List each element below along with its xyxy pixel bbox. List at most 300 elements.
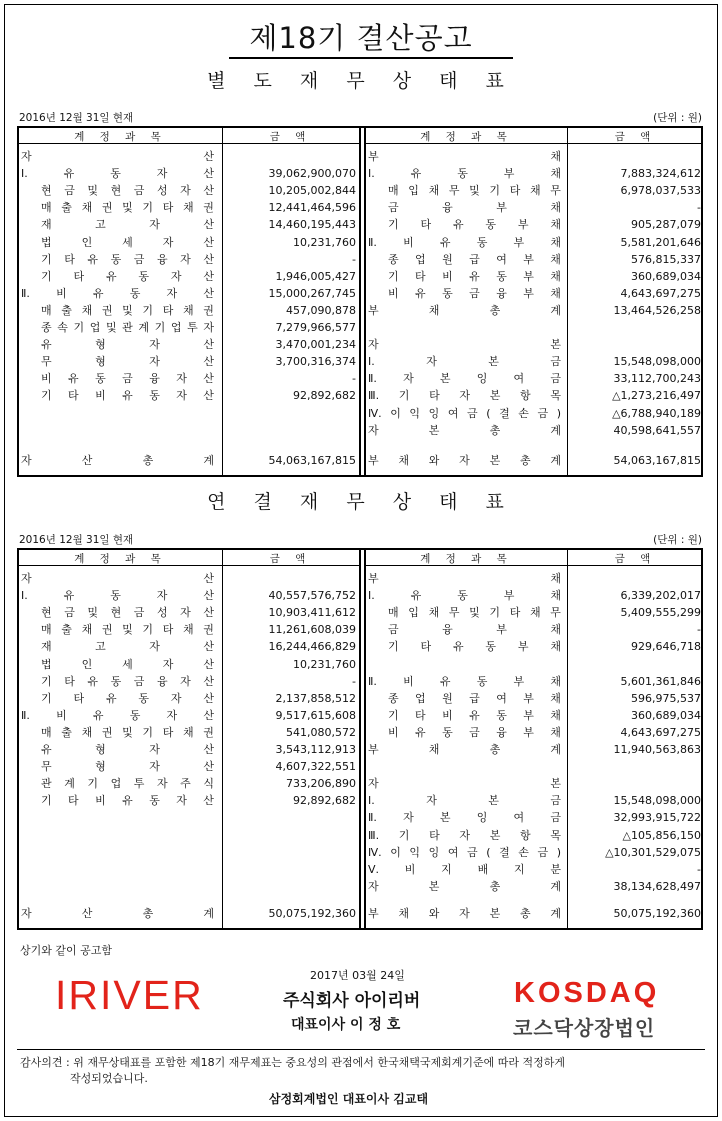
- account-label-part: 매: [388, 606, 399, 620]
- account-label-part: 자: [459, 454, 470, 467]
- account-label-part: 자: [170, 269, 182, 283]
- account-label: [41, 724, 214, 741]
- account-label-part: 산: [81, 454, 93, 467]
- account-label-part: 산: [203, 657, 214, 671]
- account-label-part: 동: [457, 589, 468, 603]
- account-label: [388, 285, 561, 302]
- account-label-part: 동: [442, 286, 453, 300]
- account-label-part: 재: [41, 640, 52, 654]
- account-label-part: 금: [469, 286, 480, 300]
- account-label-part: Ⅱ.: [368, 674, 377, 688]
- account-label-part: 자: [149, 760, 160, 774]
- account-label-part: 비: [388, 725, 399, 739]
- table-row: [366, 165, 701, 182]
- account-label-part: 채: [428, 303, 440, 317]
- account-label-part: 계: [550, 743, 561, 756]
- account-label-part: 출: [61, 725, 72, 739]
- account-label-part: 계: [550, 303, 561, 317]
- account-label-part: 목: [550, 828, 561, 842]
- account-label-part: 기: [87, 777, 99, 791]
- account-label-part: 동: [138, 691, 150, 705]
- account-label: [368, 878, 561, 895]
- table-row: [19, 370, 359, 387]
- account-label: [41, 353, 214, 370]
- amount-value: 5,581,201,646: [620, 235, 701, 249]
- account-label-part: 기: [142, 623, 154, 637]
- account-label-part: 자: [21, 150, 32, 163]
- account-label-part: 현: [41, 606, 52, 620]
- account-label-part: Ⅰ.: [368, 355, 375, 369]
- account-label-part: 매: [41, 303, 52, 317]
- account-label-part: 자: [156, 777, 168, 791]
- account-label-part: 잉: [428, 406, 440, 420]
- table-row: [366, 302, 701, 319]
- account-label-part: 타: [415, 269, 426, 283]
- account-label-part: Ⅰ.: [21, 589, 28, 603]
- kosdaq-listed-label: 코스닥상장법인: [513, 1016, 656, 1040]
- table-row: [19, 319, 359, 336]
- account-label: [41, 792, 214, 809]
- table-row: [366, 353, 701, 370]
- account-label-part: 비: [404, 862, 416, 876]
- amount-value: 9,517,615,608: [275, 708, 356, 722]
- account-label-part: 무: [448, 606, 460, 620]
- account-label-part: 총: [489, 423, 501, 437]
- account-label-part: 비: [56, 286, 67, 300]
- account-column-header: 계 정 과 목: [420, 553, 513, 565]
- account-label-part: (: [486, 845, 491, 859]
- table-row: [366, 216, 701, 233]
- table-row: [19, 353, 359, 370]
- account-label-part: 본: [428, 879, 440, 893]
- amount-value: 6,339,202,017: [620, 589, 701, 603]
- account-label-part: 기: [489, 606, 501, 620]
- account-label-part: 본: [488, 355, 499, 369]
- account-label: [368, 741, 561, 758]
- account-label-part: 자: [459, 828, 471, 842]
- account-label-part: 타: [509, 606, 521, 620]
- account-label-part: 산: [203, 760, 214, 774]
- account-label: [368, 809, 561, 826]
- account-label-part: 비: [403, 674, 414, 688]
- account-label-part: 채: [529, 606, 541, 620]
- account-label-part: 채: [81, 725, 93, 739]
- account-label-part: Ⅴ.: [368, 862, 380, 876]
- account-label-part: 산: [203, 372, 214, 386]
- amount-value: 10,231,760: [293, 657, 356, 671]
- account-label-part: 기: [41, 389, 52, 403]
- table-row: [19, 604, 359, 621]
- account-label-part: 타: [73, 691, 85, 705]
- account-label-part: 권: [203, 303, 214, 317]
- page-title: 제18기 결산공고: [249, 21, 473, 55]
- account-label: [21, 148, 214, 165]
- account-label: [368, 792, 561, 809]
- total-row: [19, 905, 359, 922]
- account-label-part: 성: [156, 606, 168, 620]
- table-row: [366, 792, 701, 809]
- account-label-part: 및: [469, 606, 480, 620]
- account-label: [368, 353, 561, 370]
- account-label-part: 채: [182, 303, 194, 317]
- table-row: [19, 570, 359, 587]
- amount-value: 3,470,001,234: [275, 338, 356, 352]
- account-label: [41, 182, 214, 199]
- account-label-part: 동: [110, 589, 121, 603]
- account-label-part: 채: [550, 640, 561, 654]
- account-label-part: 무: [448, 184, 460, 198]
- table-row: [19, 234, 359, 251]
- account-label-part: 산: [203, 269, 214, 283]
- account-label: [388, 251, 561, 268]
- account-label-part: 잉: [428, 845, 440, 859]
- account-label-part: 타: [68, 389, 79, 403]
- account-label-part: 채: [550, 201, 561, 215]
- account-label-part: 금: [133, 184, 145, 198]
- account-label-part: 종: [388, 252, 399, 266]
- account-label-part: 유: [87, 674, 99, 688]
- account-label-part: 자: [149, 218, 160, 232]
- company-name: 주식회사 아이리버: [283, 991, 421, 1011]
- account-label-part: 부: [368, 907, 379, 920]
- account-label-part: 자: [162, 235, 174, 249]
- account-label-part: 출: [61, 201, 72, 215]
- account-label: [368, 336, 561, 353]
- account-column-header: 계 정 과 목: [420, 131, 513, 143]
- account-label-part: 부: [368, 572, 379, 585]
- account-label-part: 자: [156, 167, 168, 181]
- account-label-part: 유: [105, 269, 117, 283]
- account-label: [21, 452, 214, 469]
- account-label-part: 금: [122, 372, 133, 386]
- account-label-part: 채: [398, 454, 410, 467]
- table-row: [19, 775, 359, 792]
- account-label-part: 자: [180, 674, 191, 688]
- kosdaq-logo: KOSDAQ: [514, 977, 660, 1009]
- account-label-part: 부: [496, 201, 507, 215]
- account-label-part: 현: [110, 606, 122, 620]
- account-label: [388, 690, 561, 707]
- notice-text: 상기와 같이 공고함: [20, 944, 113, 957]
- table-row: [366, 422, 701, 439]
- amount-value: 360,689,034: [631, 708, 701, 722]
- account-label-part: 비: [56, 708, 67, 722]
- account-label-part: 금: [133, 674, 145, 688]
- account-label: [41, 638, 214, 655]
- account-label-part: 채: [550, 286, 561, 300]
- account-label-part: 유: [415, 725, 426, 739]
- account-label: [368, 827, 561, 844]
- account-label-part: 형: [95, 338, 106, 352]
- account-label-part: 와: [428, 454, 440, 467]
- account-label-part: 손: [518, 845, 529, 859]
- account-label-part: 주: [180, 777, 191, 791]
- account-label-part: 관: [122, 321, 133, 334]
- table-row: [366, 570, 701, 587]
- account-label-part: 동: [110, 252, 122, 266]
- table-row: [19, 285, 359, 302]
- account-label: [41, 741, 214, 758]
- account-label: [41, 690, 214, 707]
- account-label-part: 기: [142, 303, 154, 317]
- amount-value: 360,689,034: [631, 269, 701, 283]
- account-label-part: Ⅲ.: [368, 389, 380, 403]
- assets-panel: [19, 550, 361, 928]
- account-label-part: 채: [550, 589, 561, 603]
- account-label-part: 유: [410, 589, 422, 603]
- account-label-part: 채: [428, 606, 440, 620]
- account-label-part: 기: [388, 218, 399, 232]
- account-label: [388, 268, 561, 285]
- account-label: [41, 775, 214, 792]
- amount-value: 4,643,697,275: [620, 725, 701, 739]
- account-label: [21, 905, 214, 922]
- as-of-date: 2016년 12월 31일 현재: [19, 534, 134, 546]
- amount-value: △6,788,940,189: [612, 406, 701, 420]
- amount-value: 54,063,167,815: [268, 454, 356, 467]
- table-row: [366, 638, 701, 655]
- account-label-part: 유: [63, 589, 75, 603]
- account-label-part: Ⅰ.: [21, 167, 28, 181]
- table-row: [19, 656, 359, 673]
- account-label-part: 동: [149, 389, 160, 403]
- account-label-part: 타: [429, 828, 440, 842]
- account-label-part: 형: [95, 760, 106, 774]
- account-label-part: 채: [529, 184, 541, 198]
- amount-value: 10,231,760: [293, 235, 356, 249]
- account-label-part: 와: [428, 907, 440, 920]
- account-label-part: 기: [388, 640, 399, 654]
- account-label-part: 세: [122, 657, 133, 671]
- liabilities-equity-panel: [364, 128, 701, 475]
- amount-value: 54,063,167,815: [613, 454, 701, 467]
- account-label-part: 잉: [476, 811, 488, 825]
- account-label-part: 금: [133, 252, 145, 266]
- account-label-part: 동: [496, 269, 507, 283]
- account-label: [21, 285, 214, 302]
- account-label: [41, 621, 214, 638]
- account-label-part: 식: [203, 777, 214, 791]
- account-label-part: 부: [368, 743, 379, 756]
- account-label-part: 업: [170, 321, 182, 334]
- account-label-part: 기: [73, 321, 85, 334]
- announcement-date: 2017년 03월 24일: [310, 969, 405, 982]
- account-label-part: 총: [489, 303, 501, 317]
- account-label-part: 기: [142, 201, 154, 215]
- account-label-part: 본: [489, 907, 501, 920]
- account-label-part: 배: [477, 862, 489, 876]
- account-label: [368, 570, 561, 587]
- audit-opinion: [20, 1055, 565, 1087]
- table-row: [19, 707, 359, 724]
- account-label-part: 부: [368, 454, 379, 467]
- account-label-part: 융: [149, 372, 160, 386]
- account-label-part: 성: [156, 184, 168, 198]
- account-label-part: 결: [499, 406, 510, 420]
- account-label-part: Ⅱ.: [368, 372, 377, 386]
- account-label-part: 및: [122, 725, 133, 739]
- amount-value: 576,815,337: [631, 252, 701, 266]
- account-label-part: 동: [110, 167, 121, 181]
- amount-value: 3,700,316,374: [275, 355, 356, 369]
- account-label-part: Ⅰ.: [368, 589, 375, 603]
- table-row: [366, 809, 701, 826]
- account-column-header: 계 정 과 목: [74, 553, 167, 565]
- account-label-part: 산: [203, 708, 214, 722]
- account-label-part: 융: [442, 623, 453, 637]
- table-row: [366, 656, 701, 673]
- table-row: [366, 690, 701, 707]
- account-label-part: 자: [403, 372, 414, 386]
- account-label-part: 매: [41, 201, 52, 215]
- account-label-part: 업: [415, 252, 426, 266]
- account-label-part: 산: [203, 338, 214, 352]
- account-label-part: 타: [68, 794, 79, 808]
- account-label-part: 채: [398, 907, 410, 920]
- account-label-part: 형: [95, 743, 106, 756]
- account-label: [41, 387, 214, 404]
- account-label-part: 손: [518, 406, 529, 420]
- account-label-part: 자: [176, 372, 187, 386]
- account-label-part: 총: [142, 454, 154, 467]
- account-label: [368, 861, 561, 878]
- amount-value: 32,993,915,722: [613, 811, 701, 825]
- total-row: [366, 905, 701, 922]
- account-label-part: Ⅳ.: [368, 845, 382, 859]
- account-label-part: 본: [439, 372, 451, 386]
- account-label: [388, 216, 561, 233]
- account-label-part: Ⅱ.: [368, 811, 377, 825]
- table-row: [366, 285, 701, 302]
- account-label-part: 고: [95, 640, 106, 654]
- account-label-part: 투: [187, 321, 198, 334]
- table-row: [366, 878, 701, 895]
- account-label: [41, 234, 214, 251]
- account-label-part: 속: [57, 321, 68, 334]
- table-row: [19, 336, 359, 353]
- amount-value: △10,301,529,075: [605, 845, 701, 859]
- account-label-part: 관: [41, 777, 52, 791]
- account-label: [388, 182, 561, 199]
- account-label-part: 동: [95, 372, 106, 386]
- account-label-part: 자: [403, 811, 414, 825]
- account-label-part: 산: [203, 794, 214, 808]
- account-label-part: 본: [550, 777, 561, 791]
- account-label-part: 급: [469, 691, 480, 705]
- account-label-part: 비: [95, 389, 106, 403]
- account-label-part: 자: [426, 355, 437, 369]
- amount-value: -: [697, 201, 701, 215]
- table-row: [19, 302, 359, 319]
- account-label-part: 자: [176, 794, 187, 808]
- amount-value: 4,643,697,275: [620, 286, 701, 300]
- account-label-part: 금: [550, 372, 561, 386]
- account-label-part: 유: [105, 691, 117, 705]
- account-label-part: 총: [489, 879, 501, 893]
- account-label: [368, 422, 561, 439]
- account-label-part: 자: [162, 657, 174, 671]
- account-label-part: Ⅰ.: [368, 167, 375, 181]
- account-label-part: 자: [368, 879, 379, 893]
- account-label-part: 기: [398, 828, 410, 842]
- account-label-part: 유: [415, 286, 426, 300]
- account-label-part: 산: [203, 167, 214, 181]
- account-label-part: 금: [133, 606, 145, 620]
- account-label-part: 유: [452, 218, 464, 232]
- account-label-part: 및: [87, 184, 99, 198]
- account-label-part: 비: [442, 269, 453, 283]
- account-label-part: 기: [398, 389, 410, 403]
- account-label-part: 업: [415, 691, 426, 705]
- amount-value: 6,978,037,533: [620, 184, 701, 198]
- table-row: [366, 673, 701, 690]
- account-label-part: 산: [203, 218, 214, 232]
- account-label-part: 고: [95, 218, 106, 232]
- account-label-part: 본: [439, 811, 451, 825]
- amount-value: 13,464,526,258: [613, 303, 701, 317]
- column-header: [366, 128, 701, 144]
- amount-column-header: 금 액: [269, 131, 312, 143]
- amount-value: 596,975,537: [631, 691, 701, 705]
- account-label-part: 금: [64, 184, 75, 198]
- account-label-part: 총: [489, 743, 501, 756]
- account-label-part: 산: [203, 572, 214, 585]
- account-label-part: 동: [485, 218, 497, 232]
- account-label-part: 무: [550, 606, 561, 620]
- account-label-part: 채: [550, 269, 561, 283]
- account-label-part: 동: [138, 269, 150, 283]
- section-meta-separate: [19, 110, 702, 125]
- account-label-part: 산: [203, 235, 214, 249]
- account-label-part: 타: [64, 252, 75, 266]
- account-label-part: 본: [488, 794, 499, 808]
- account-label-part: 여: [496, 252, 507, 266]
- table-row: [19, 792, 359, 809]
- table-row: [366, 724, 701, 741]
- account-label-part: 채: [428, 184, 440, 198]
- account-label-part: 채: [550, 572, 561, 585]
- assets-panel: [19, 128, 361, 475]
- amount-value: -: [697, 862, 701, 876]
- account-label-part: 여: [513, 372, 525, 386]
- account-label-part: 유: [439, 674, 451, 688]
- unit-label: (단위 : 원): [653, 112, 702, 124]
- account-column-header: 계 정 과 목: [74, 131, 167, 143]
- account-label-part: 기: [41, 794, 52, 808]
- account-label-part: 및: [122, 623, 133, 637]
- amount-value: 50,075,192,360: [613, 907, 701, 920]
- account-label: [368, 905, 561, 922]
- account-label-part: 부: [496, 623, 507, 637]
- table-row: [366, 405, 701, 422]
- account-label-part: 무: [550, 184, 561, 198]
- amount-value: 39,062,900,070: [268, 167, 356, 181]
- account-label-part: 타: [509, 184, 521, 198]
- account-label-part: 유: [439, 235, 451, 249]
- account-label-part: 권: [101, 201, 113, 215]
- account-label-part: 계: [203, 454, 214, 467]
- table-row: [366, 148, 701, 165]
- account-label: [388, 199, 561, 216]
- account-label-part: 타: [162, 725, 174, 739]
- account-label-part: 급: [469, 252, 480, 266]
- account-label-part: 및: [469, 184, 480, 198]
- account-label-part: 부: [523, 708, 534, 722]
- amount-value: 5,409,555,299: [620, 606, 701, 620]
- table-row: [19, 621, 359, 638]
- iriver-logo: IRIVER: [55, 972, 204, 1018]
- account-label: [368, 302, 561, 319]
